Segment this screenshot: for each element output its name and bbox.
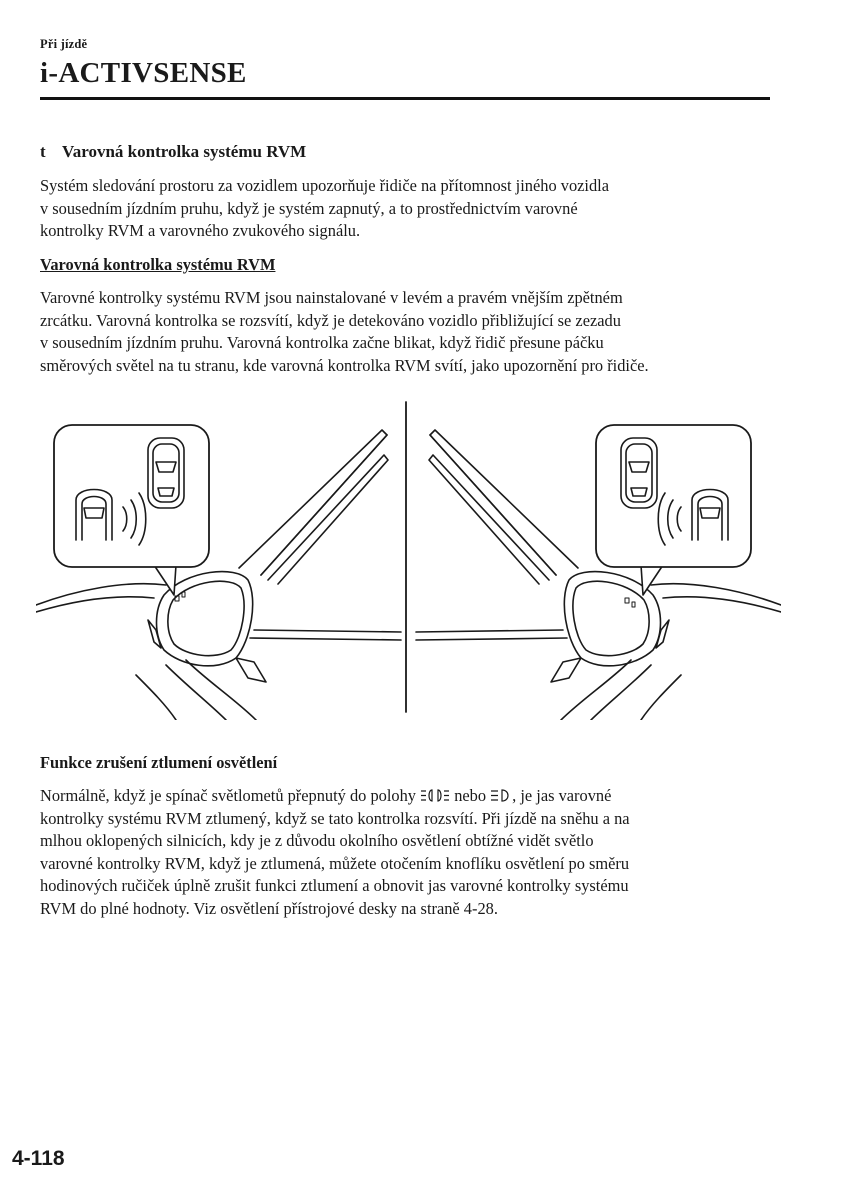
left-mirror-view (36, 425, 401, 720)
paragraph-line: varovné kontrolky RVM, když je ztlumená, můžete otočením knoflíku osvětlení po směru (40, 853, 630, 873)
dimming-paragraph (40, 785, 780, 921)
parking-lights-icon (420, 788, 450, 803)
intro-paragraph (40, 175, 780, 243)
paragraph-line: kontrolky systému RVM ztlumený, když se tato kontrolka rozsvítí. Při jízdě na sněhu a na (40, 808, 630, 828)
description-paragraph (40, 287, 780, 377)
section-heading-text: Varovná kontrolka systému RVM (62, 142, 307, 161)
title-divider (40, 97, 770, 100)
section-label: Při jízdě (40, 37, 88, 51)
paragraph-line: zrcátku. Varovná kontrolka se rozsvítí, když je detekováno vozidlo přibližující se zezadu (40, 310, 621, 330)
text-fragment: nebo (450, 786, 491, 805)
paragraph-line: mlhou oklopených silnicích, kdy je z důvodu okolního osvětlení obtížné vidět světlo (40, 831, 594, 851)
text-fragment: Normálně, když je spínač světlometů přepnutý do polohy (40, 786, 421, 805)
paragraph-line-with-icons (40, 785, 780, 808)
paragraph-line: hodinových ručiček úplně zrušit funkci ztlumení a obnovit jas varovné kontrolky systému (40, 876, 629, 896)
page-title: i-ACTIVSENSE (40, 57, 247, 89)
rvm-mirror-illustration (36, 400, 781, 720)
text-fragment: , je jas varovné (512, 786, 612, 805)
subheading-underlined: Varovná kontrolka systému RVM (40, 255, 276, 274)
page-number: 4-118 (12, 1147, 65, 1170)
paragraph-line: kontrolky RVM a varovného zvukového signálu. (40, 221, 361, 241)
dimming-heading: Funkce zrušení ztlumení osvětlení (40, 753, 278, 772)
bullet-marker: t (40, 142, 46, 161)
paragraph-line: směrových světel na tu stranu, kde varovná kontrolka RVM svítí, jako upozornění pro řidiče. (40, 355, 649, 375)
section-heading (40, 141, 306, 163)
paragraph-line: Systém sledování prostoru za vozidlem upozorňuje řidiče na přítomnost jiného vozidla (40, 176, 609, 195)
paragraph-line: RVM do plné hodnoty. Viz osvětlení přístrojové desky na straně 4-28. (40, 898, 498, 918)
paragraph-line: v sousedním jízdním pruhu, když je systém zapnutý, a to prostřednictvím varovné (40, 198, 578, 218)
right-mirror-view (416, 425, 781, 720)
paragraph-line: v sousedním jízdním pruhu. Varovná kontrolka začne blikat, když řidič přesune páčku (40, 333, 604, 353)
paragraph-line: Varovné kontrolky systému RVM jsou nainstalované v levém a pravém vnějším zpětném (40, 288, 623, 307)
headlights-icon (490, 788, 512, 803)
